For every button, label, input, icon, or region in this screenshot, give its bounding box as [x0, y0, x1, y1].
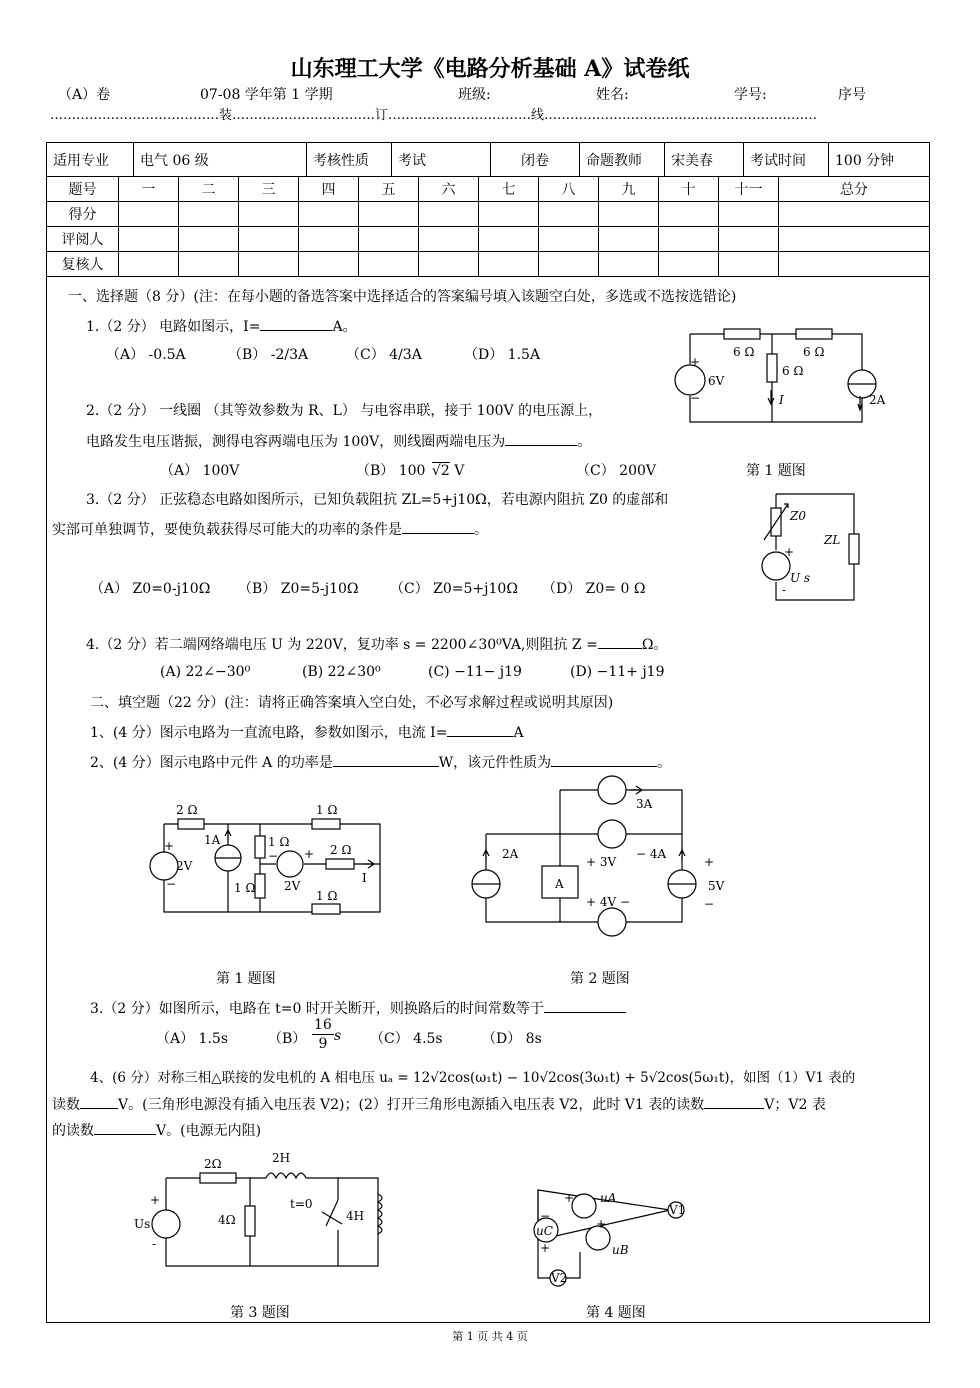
col-header: 九 [599, 177, 659, 202]
s2-q1-unit: A [513, 725, 524, 741]
score-cell[interactable] [659, 202, 719, 227]
q3-line1: 3.（2 分） 正弦稳态电路如图所示，已知负载阻抗 ZL=5+j10Ω，若电源内阻抗 Z0 的虚部和 [86, 492, 669, 508]
s2-q4-text-d: 的读数 [52, 1123, 94, 1139]
col-header: 七 [479, 177, 539, 202]
s2-q4-line2 [52, 1094, 826, 1114]
i-label: I [362, 871, 367, 885]
score-cell[interactable] [599, 252, 659, 277]
minus-sign: - [782, 583, 787, 597]
s2-q4-text-e: V。(电源无内阻) [156, 1123, 262, 1139]
plus-sign: + [784, 545, 795, 559]
q1-option-c: （C） 4/3A [346, 347, 422, 363]
s2-q4-blank-3[interactable] [94, 1134, 156, 1135]
q2-line2 [86, 431, 591, 451]
i3-label: − 4A [636, 847, 667, 861]
score-cell[interactable] [479, 252, 539, 277]
plus-sign: + [704, 855, 715, 869]
score-header-row [47, 177, 930, 202]
switch-label: t=0 [290, 1197, 313, 1211]
r2-label: 6 Ω [803, 345, 825, 359]
major-label: 适用专业 [47, 143, 134, 177]
score-table [46, 176, 930, 277]
score-cell[interactable] [599, 202, 659, 227]
s2-q4-line3 [52, 1120, 261, 1140]
sqrt-radicand: 2 [440, 463, 450, 479]
section2-heading: 二、填空题（22 分）(注：请将正确答案填入空白处，不必写求解过程或说明其原因) [90, 695, 614, 711]
score-cell[interactable] [119, 202, 179, 227]
score-cell[interactable] [479, 227, 539, 252]
q3-option-a: （A） Z0=0-j10Ω [90, 581, 211, 597]
score-cell[interactable] [119, 227, 179, 252]
section1-heading: 一、选择题（8 分）(注：在每小题的备选答案中选择适合的答案编号填入该题空白处，多选或不选按选错论) [68, 289, 737, 305]
vs-label: 6V [708, 374, 725, 388]
reviewer-row [47, 227, 930, 252]
is-label: 1A [204, 833, 221, 847]
score-cell[interactable] [539, 252, 599, 277]
s2-q3-option-c: （C） 4.5s [370, 1031, 443, 1047]
s2-q3-option-b: （B） [268, 1031, 307, 1047]
s2-q3-answer-blank[interactable] [544, 1012, 626, 1013]
plus-sign: + [540, 1241, 551, 1255]
q3-end: 。 [474, 522, 488, 538]
plus-sign: + [564, 1191, 575, 1205]
score-cell[interactable] [599, 227, 659, 252]
col-header: 一 [119, 177, 179, 202]
v2-label: + 4V − [586, 895, 631, 909]
q1-text [86, 316, 357, 336]
ua-label: uA [600, 1191, 617, 1205]
s2-q4-text-b: V。(三角形电源没有插入电压表 V2)；(2）打开三角形电源插入电压表 V2，此时 V1 表的读数 [118, 1097, 705, 1113]
q1-option-b: （B） -2/3A [228, 347, 309, 363]
zl-label: ZL [824, 533, 841, 547]
score-cell[interactable] [719, 252, 779, 277]
r3-label: 1 Ω [316, 889, 338, 903]
minus-sign: − [690, 391, 701, 405]
us-label: Us [134, 1217, 151, 1231]
score-cell[interactable] [539, 227, 599, 252]
q3-option-b: （B） Z0=5-j10Ω [238, 581, 359, 597]
plus-sign: + [164, 839, 175, 853]
r2-label: 4Ω [218, 1213, 236, 1227]
score-cell[interactable] [419, 252, 479, 277]
time-label: 考试时间 [744, 143, 829, 177]
fig4-caption: 第 4 题图 [586, 1305, 646, 1321]
s2-q1 [90, 722, 524, 742]
col-header: 十一 [719, 177, 779, 202]
score-cell[interactable] [239, 227, 299, 252]
score-cell[interactable] [299, 227, 359, 252]
s2-q3-option-d: （D） 8s [482, 1031, 542, 1047]
q3-circuit [760, 490, 870, 606]
q4-option-d: (D) −11+ j19 [570, 664, 665, 680]
s2-q1-stem: 1、(4 分）图示电路为一直流电路，参数如图示，电流 I= [90, 725, 448, 741]
fraction-unit: s [334, 1028, 342, 1044]
q4-stem: 4.（2 分）若二端网络端电压 U 为 220V，复功率 s = 2200∠30⁰VA,则阻抗 Z = [86, 637, 598, 653]
s2-q2-mid: W，该元件性质为 [438, 755, 552, 771]
course-info-table [46, 142, 930, 177]
us-label: U s [790, 571, 811, 585]
r2-label: 1 Ω [316, 803, 338, 817]
class-label: 班级: [458, 87, 491, 103]
plus-sign: + [150, 1193, 161, 1207]
score-cell[interactable] [179, 202, 239, 227]
s2-q4-text-a: 读数 [52, 1097, 80, 1113]
q2-end: 。 [577, 434, 592, 450]
fraction-denominator: 9 [318, 1036, 328, 1052]
binding-line: …………………………………装……………………………订……………………………线……………………………………………………… [50, 108, 817, 123]
closed-book: 闭卷 [491, 143, 580, 177]
score-cell[interactable] [479, 202, 539, 227]
score-cell[interactable] [359, 252, 419, 277]
score-cell[interactable] [179, 252, 239, 277]
plus-sign: − [268, 849, 279, 863]
exam-title: 山东理工大学《电路分析基础 A》试卷纸 [290, 56, 690, 82]
q3-stem: 实部可单独调节，要使负载获得尽可能大的功率的条件是 [52, 522, 402, 538]
l1-label: 2H [272, 1151, 291, 1165]
minus-sign: - [152, 1237, 157, 1251]
score-cell[interactable] [239, 252, 299, 277]
r5-label: 1 Ω [234, 881, 256, 895]
major: 电气 06 级 [134, 143, 307, 177]
v1-label: 2V [176, 859, 193, 873]
score-cell[interactable] [719, 202, 779, 227]
q1-unit: A。 [332, 319, 357, 335]
page-footer: 第 1 页 共 4 页 [452, 1330, 528, 1343]
row-label: 评阅人 [47, 227, 119, 252]
q1-answer-blank[interactable] [260, 330, 332, 331]
fig1-caption: 第 1 题图 [216, 971, 276, 987]
row-label: 得分 [47, 202, 119, 227]
s2-q1-answer-blank[interactable] [447, 736, 513, 737]
col-header: 三 [239, 177, 299, 202]
ub-label: uB [612, 1243, 629, 1257]
q2-option-b-text: （B） 100 [356, 463, 426, 479]
q4-unit: Ω。 [641, 637, 668, 653]
s2-q1-circuit [148, 800, 388, 920]
sqrt-glyph: √2 [431, 463, 450, 479]
minus-sign: − [540, 1209, 551, 1223]
seq-label: 序号 [838, 87, 866, 103]
r1-label: 2 Ω [176, 803, 198, 817]
r3-label: 6 Ω [782, 364, 804, 378]
q4-option-b: (B) 22∠30⁰ [302, 664, 381, 680]
z0-label: Z0 [790, 509, 806, 523]
fig-q1-caption: 第 1 题图 [746, 463, 806, 479]
s2-q4-blank-1[interactable] [80, 1108, 118, 1109]
uc-label: uC [536, 1224, 553, 1238]
score-cell[interactable] [419, 227, 479, 252]
score-cell[interactable] [419, 202, 479, 227]
v2-label: V2 [551, 1271, 568, 1285]
q2-line1: 2.（2 分） 一线圈 （其等效参数为 R、L） 与电容串联，接于 100V 的电压源上， [86, 403, 603, 419]
fig2-caption: 第 2 题图 [570, 971, 630, 987]
v3-label: 5V [708, 879, 725, 893]
col-header: 四 [299, 177, 359, 202]
s2-q3-fraction [312, 1016, 334, 1053]
col-header: 八 [539, 177, 599, 202]
score-cell[interactable] [299, 202, 359, 227]
s2-q2-answer-blank-1[interactable] [333, 766, 439, 767]
s2-q3 [90, 998, 626, 1018]
score-row [47, 202, 930, 227]
score-cell[interactable] [179, 227, 239, 252]
minus-sign: − [166, 877, 177, 891]
v1-value: 3V [599, 855, 617, 869]
exam-type-label: 考核性质 [307, 143, 392, 177]
r6-label: 2 Ω [330, 843, 352, 857]
v2-value: 4V [599, 895, 617, 909]
q4-text [86, 634, 667, 654]
row-label: 复核人 [47, 252, 119, 277]
teacher: 宋美春 [665, 143, 744, 177]
student-id-label: 学号: [734, 87, 767, 103]
score-cell[interactable] [659, 252, 719, 277]
plus-sign: + [596, 1217, 607, 1231]
col-header: 总分 [779, 177, 930, 202]
r4-label: 1 Ω [268, 835, 290, 849]
score-cell[interactable] [779, 202, 930, 227]
minus-sign: − [704, 897, 715, 911]
col-header: 五 [359, 177, 419, 202]
score-cell[interactable] [659, 227, 719, 252]
col-header: 六 [419, 177, 479, 202]
q1-option-a: （A） -0.5A [106, 347, 186, 363]
score-cell[interactable] [119, 252, 179, 277]
minus-sign: + [304, 847, 315, 861]
q2-option-b-unit: V [454, 463, 465, 479]
exam-type: 考试 [392, 143, 491, 177]
q3-option-c: （C） Z0=5+j10Ω [390, 581, 518, 597]
i1-label: 3A [636, 797, 653, 811]
col-header: 十 [659, 177, 719, 202]
s2-q4-text-c: V；V2 表 [764, 1097, 826, 1113]
score-cell[interactable] [539, 202, 599, 227]
s2-q4-circuit [520, 1182, 700, 1292]
q4-option-c: (C) −11− j19 [428, 664, 522, 680]
q4-answer-blank[interactable] [598, 648, 642, 649]
v1-label: + 3V [586, 855, 617, 869]
s2-q2 [90, 752, 671, 772]
q2-option-b [356, 460, 464, 480]
s2-q4-line1: 4、(6 分）对称三相△联接的发电机的 A 相电压 uₐ = 12√2cos(ω₁t) − 10√2cos(3ω₁t) + 5√2cos(5ω₁t)，如图（1）V1 表的 [90, 1070, 856, 1086]
col-header: 二 [179, 177, 239, 202]
row-label: 题号 [47, 177, 119, 202]
l2-label: 4H [346, 1209, 365, 1223]
q2-stem: 电路发生电压谐振，测得电容两端电压为 100V，则线圈两端电压为 [86, 434, 506, 450]
q2-option-a: （A） 100V [160, 463, 240, 479]
s2-q3-option-a: （A） 1.5s [156, 1031, 229, 1047]
r1-label: 6 Ω [733, 345, 755, 359]
paper-version: （A）卷 [58, 87, 111, 103]
score-cell[interactable] [719, 227, 779, 252]
is-label: 2A [869, 393, 886, 407]
q3-answer-blank[interactable] [402, 533, 474, 534]
s2-q2-answer-blank-2[interactable] [551, 766, 657, 767]
element-a-label: A [555, 877, 564, 891]
term: 07-08 学年第 1 学期 [200, 87, 333, 103]
time: 100 分钟 [829, 143, 930, 177]
q1-circuit [672, 324, 886, 432]
rechecker-row [47, 252, 930, 277]
s2-q2-stem: 2、(4 分）图示电路中元件 A 的功率是 [90, 755, 333, 771]
fraction-numerator: 16 [314, 1017, 332, 1033]
q2-answer-blank[interactable] [505, 445, 577, 446]
score-cell[interactable] [779, 227, 930, 252]
score-cell[interactable] [359, 202, 419, 227]
q3-option-d: （D） Z0= 0 Ω [542, 581, 646, 597]
score-cell[interactable] [239, 202, 299, 227]
v2-label: 2V [284, 879, 301, 893]
plus-sign: + [690, 355, 701, 369]
s2-q4-blank-2[interactable] [704, 1108, 764, 1109]
s2-q2-end: 。 [657, 755, 672, 771]
q3-line2 [52, 519, 488, 539]
q4-option-a: (A) 22∠−30⁰ [160, 664, 251, 680]
score-cell[interactable] [299, 252, 359, 277]
s2-q3-stem: 3.（2 分）如图所示，电路在 t=0 时开关断开，则换路后的时间常数等于 [90, 1001, 544, 1017]
fig3-caption: 第 3 题图 [230, 1305, 290, 1321]
i3-value: 4A [649, 847, 667, 861]
v1-label: V1 [669, 1203, 686, 1217]
s2-q2-circuit [464, 776, 734, 942]
i2-label: 2A [502, 847, 519, 861]
r1-label: 2Ω [204, 1157, 222, 1171]
s2-q3-circuit [130, 1150, 400, 1272]
score-cell[interactable] [779, 252, 930, 277]
q1-option-d: （D） 1.5A [464, 347, 541, 363]
name-label: 姓名: [596, 87, 629, 103]
i-label: I [779, 393, 784, 407]
q1-stem: 1.（2 分） 电路如图示，I= [86, 319, 261, 335]
q2-option-c: （C） 200V [576, 463, 656, 479]
score-cell[interactable] [359, 227, 419, 252]
teacher-label: 命题教师 [580, 143, 665, 177]
